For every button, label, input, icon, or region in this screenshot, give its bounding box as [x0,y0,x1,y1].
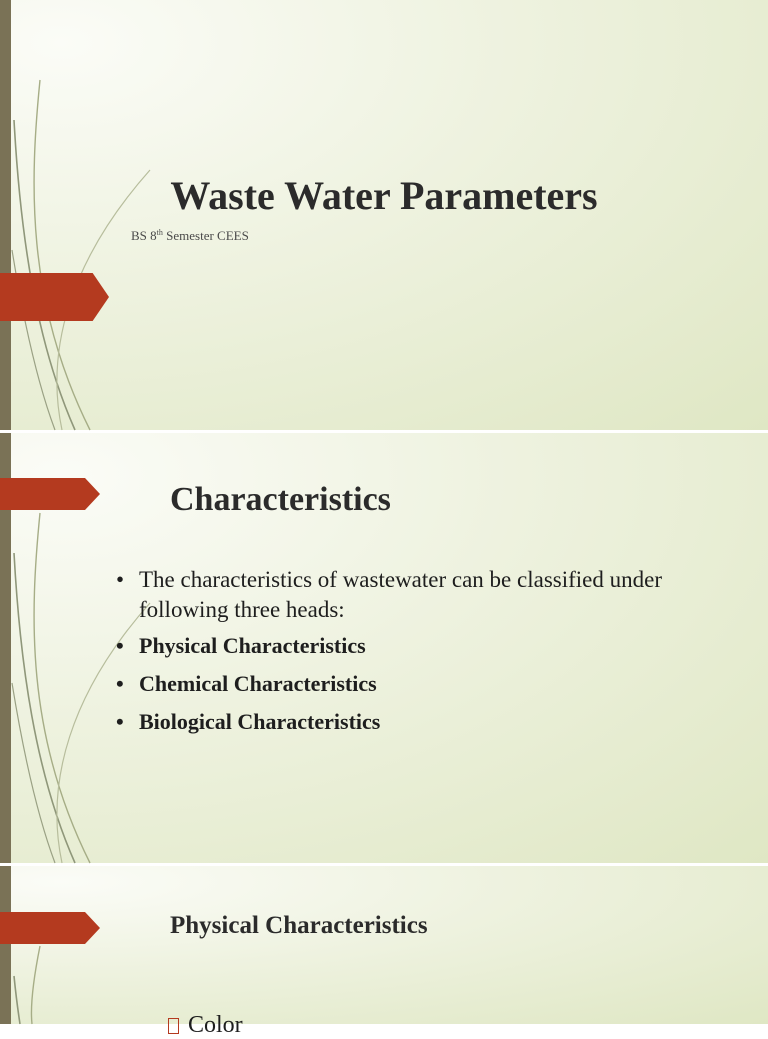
bullet-icon: • [116,633,124,658]
slide-title: Waste Water Parameters [170,173,598,218]
bullet-icon: • [116,567,125,592]
list-item-text: Chemical Characteristics [139,671,377,696]
subtitle-prefix: BS 8 [131,228,157,243]
arrow-tag-icon [0,273,109,321]
title-slide [0,0,768,430]
characteristics-slide [0,433,768,863]
subtitle-superscript: th [156,228,163,237]
physical-characteristics-slide [0,866,768,1038]
square-bullet-icon [168,1018,179,1034]
list-item [114,631,714,661]
subtitle-suffix: Semester CEES [162,228,249,243]
list-item [114,669,714,699]
bullet-list [114,565,714,745]
arrow-tag-icon [0,912,100,944]
slide-heading: Characteristics [170,481,391,518]
bullet-icon: • [116,709,124,734]
list-item-text: The characteristics of wastewater can be classified under following three heads: [139,567,662,622]
list-item [114,565,714,625]
list-item-text: Color [188,1012,243,1038]
arrow-tag-icon [0,478,100,510]
decorative-curves [0,866,120,1024]
bullet-icon: • [116,671,124,696]
slide-heading: Physical Characteristics [170,912,428,939]
list-item-text: Physical Characteristics [139,633,366,658]
list-item-text: Biological Characteristics [139,709,381,734]
list-item [114,707,714,737]
slide-subtitle [131,228,249,244]
list-item [168,1012,243,1039]
